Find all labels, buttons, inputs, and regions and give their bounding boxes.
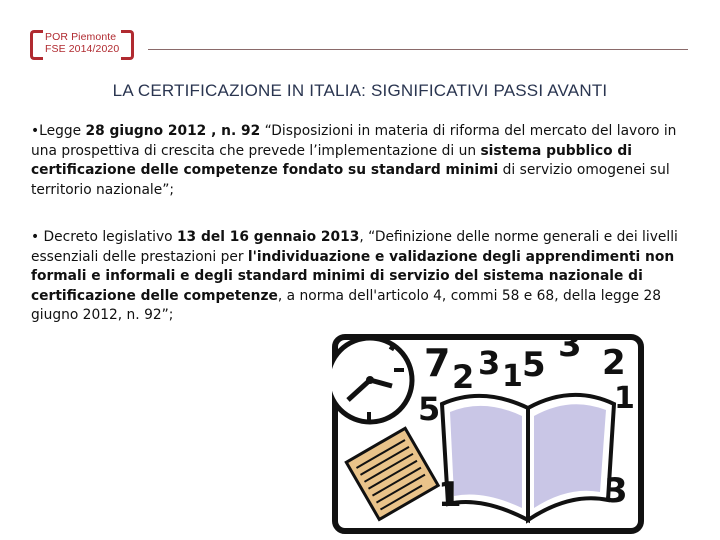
digit-2: 2: [452, 358, 475, 396]
p1-text-c: “Disposizioni in materia di riforma del mercato del lavoro in una prospettiva di crescita che prevede l’implementazione di un: [31, 123, 677, 159]
clipart-svg: [332, 334, 644, 534]
p1-text-e: di servizio omogenei sul territorio nazionale”;: [31, 162, 670, 198]
digit-3: 3: [478, 344, 501, 382]
logo-left-bracket: [30, 30, 43, 60]
digit-11: 3: [604, 471, 628, 511]
paragraph-decreto: [31, 228, 696, 326]
p1-highlight: sistema pubblico di certificazione delle competenze fondato su standard minimi: [31, 142, 633, 179]
digit-9: 5: [418, 390, 441, 428]
logo-right-bracket: [121, 30, 134, 60]
digit-4: 1: [502, 359, 523, 394]
p1-text-a: •Legge: [31, 123, 86, 139]
paragraph-legge: [31, 122, 696, 200]
por-fse-logo: [30, 30, 140, 56]
p2-text-a: • Decreto legislativo: [31, 229, 177, 245]
clock-book-clipart: [332, 334, 644, 534]
digit-10: 1: [438, 475, 462, 515]
digit-6: 3: [558, 334, 582, 365]
logo-line1: POR Piemonte: [45, 31, 117, 43]
p1-law-date: 28 giugno 2012 , n. 92: [85, 123, 261, 139]
p2-text-e: , a norma dell'articolo 4, commi 58 e 68, della legge 28 giugno 2012, n. 92”;: [31, 287, 661, 324]
digit-1: 7: [424, 341, 451, 385]
digit-5: 5: [522, 345, 546, 385]
p2-highlight: l'individuazione e validazione degli apprendimenti non formali e informali e degli standard minimi di servizio del sistema nazionale di certificazione delle competenze: [31, 248, 675, 304]
clock-icon: [332, 338, 412, 422]
digit-8: 1: [614, 381, 635, 416]
digit-7: 2: [602, 343, 626, 383]
p2-text-c: , “Definizione delle norme generali e dei livelli essenziali delle prestazioni per: [31, 229, 678, 265]
slide-title: LA CERTIFICAZIONE IN ITALIA: SIGNIFICATIVI PASSI AVANTI: [112, 81, 608, 100]
logo-line2: FSE 2014/2020: [45, 43, 120, 55]
p2-decree-date: 13 del 16 gennaio 2013: [176, 229, 360, 245]
header-rule: [148, 49, 688, 50]
